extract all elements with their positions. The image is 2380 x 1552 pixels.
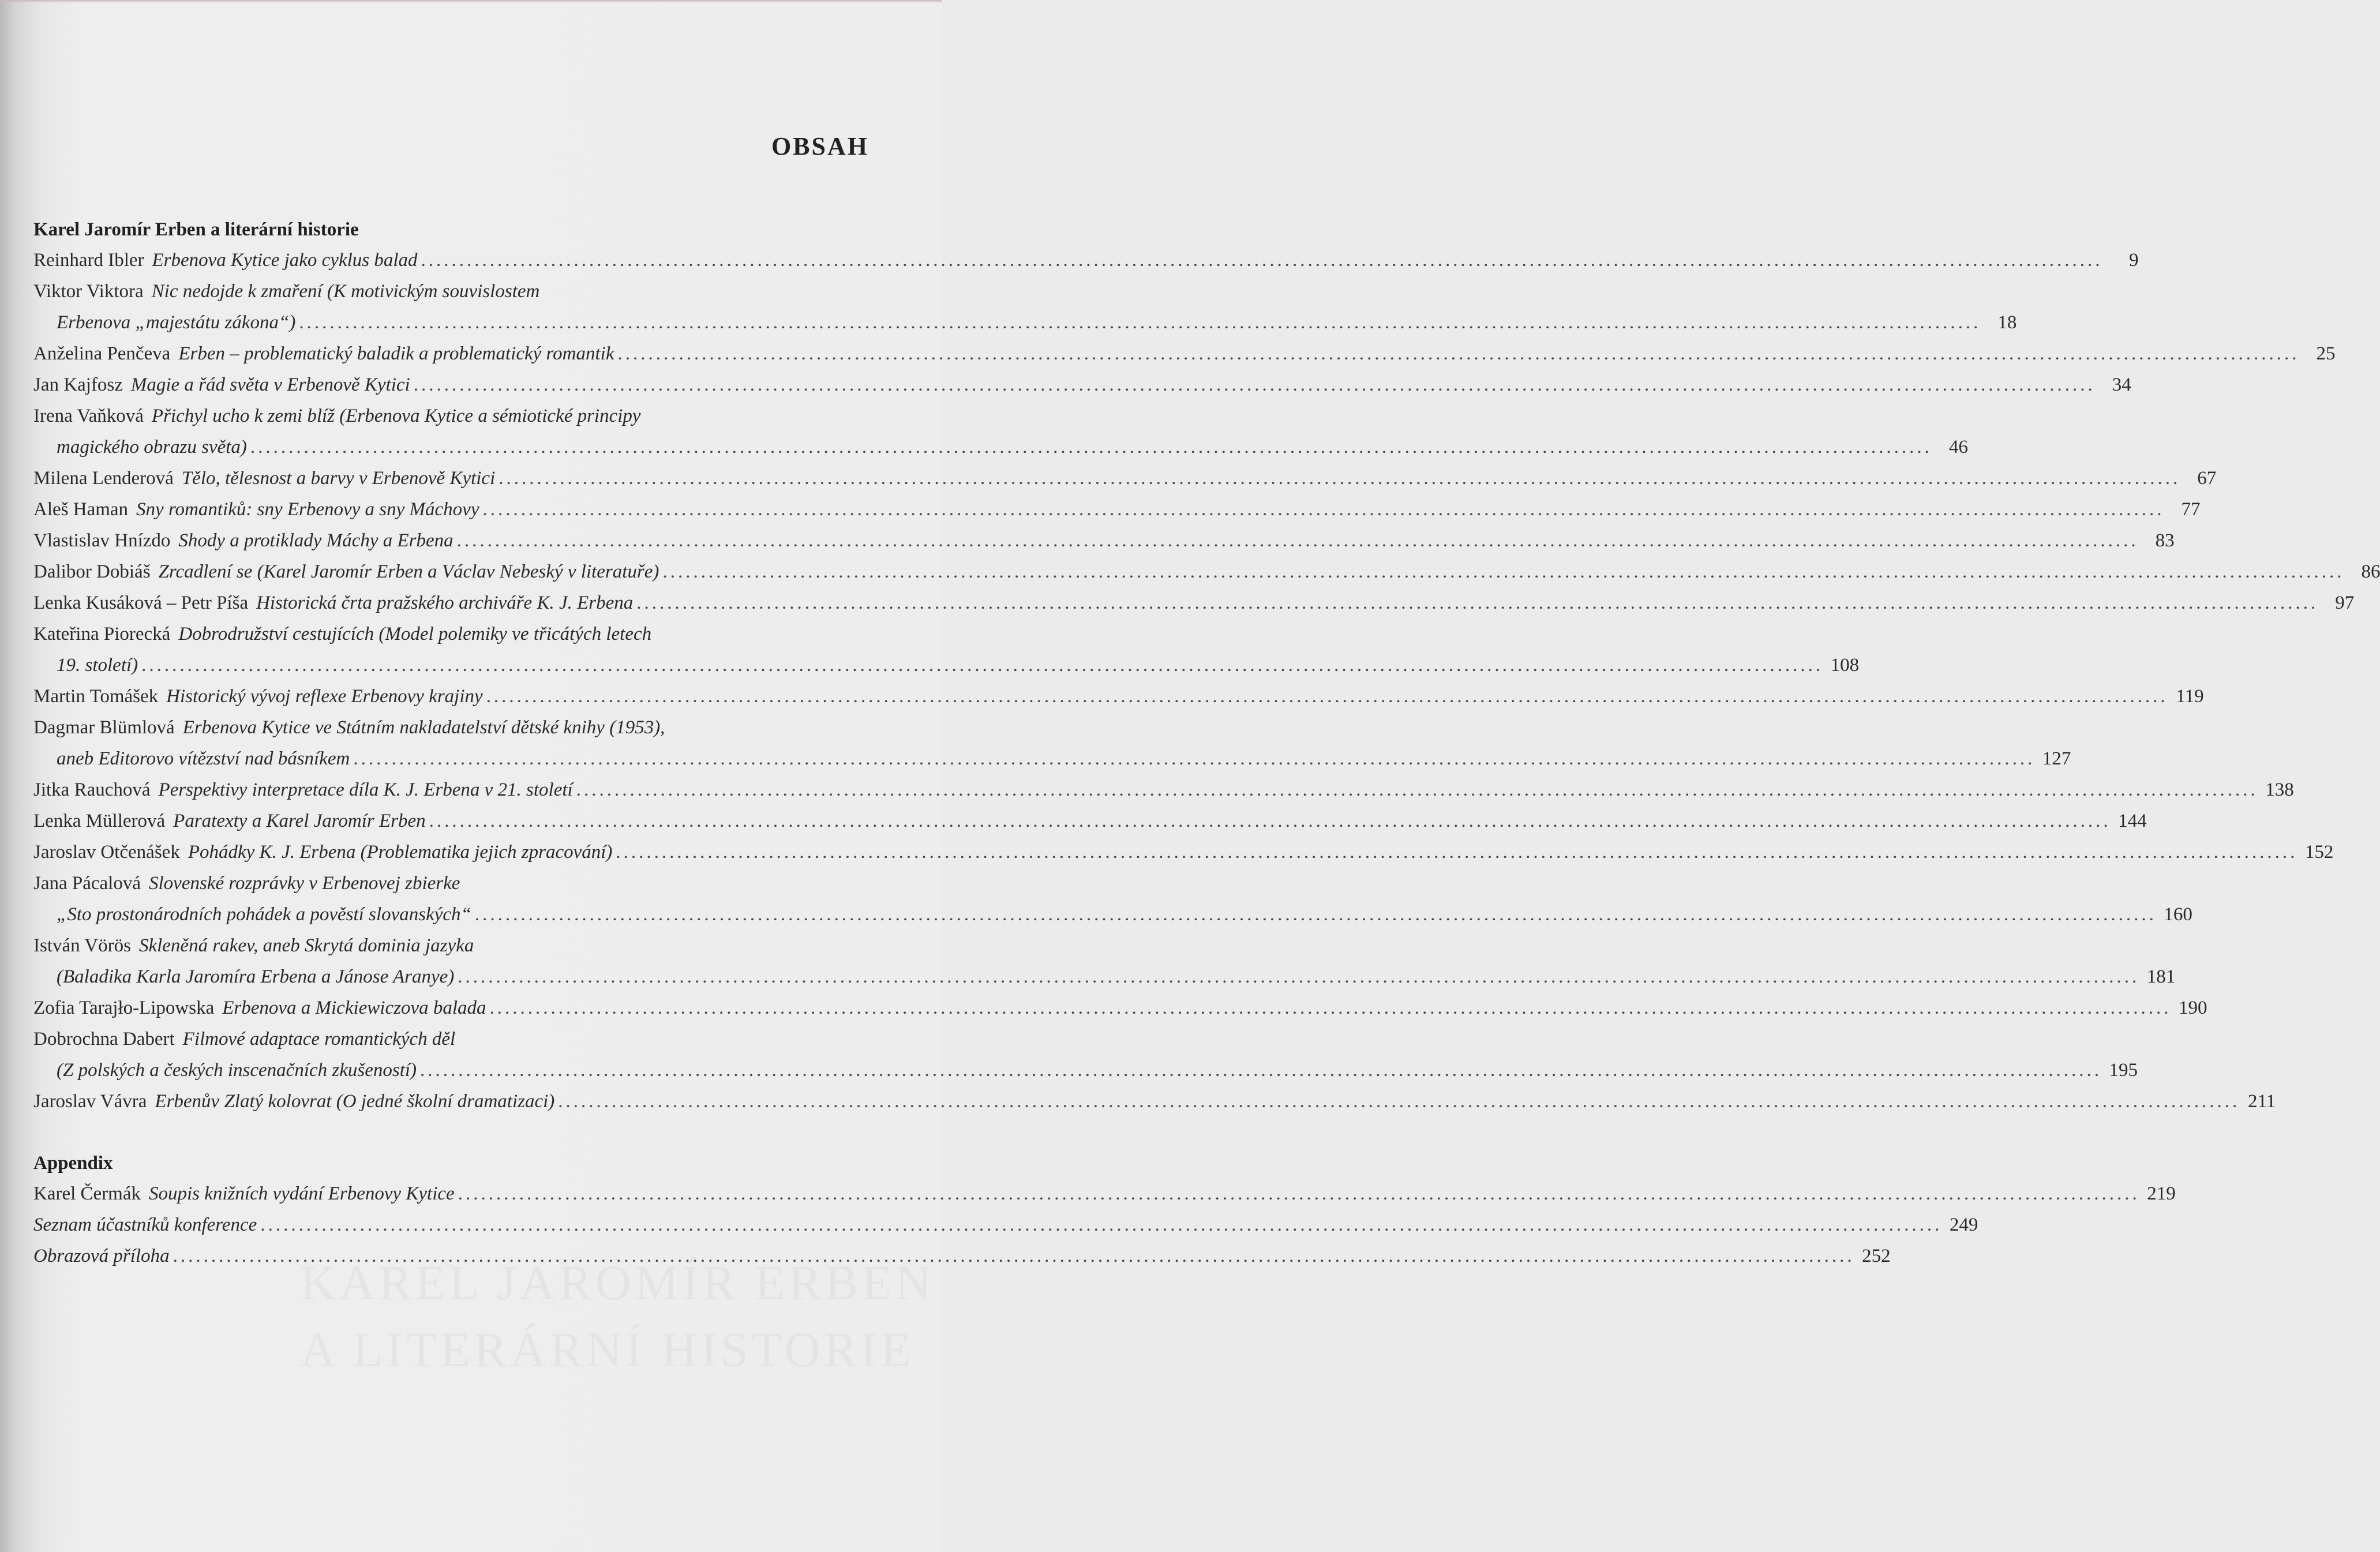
entry-title: Seznam účastníků konference	[33, 1214, 257, 1235]
entry-title: Erbenův Zlatý kolovrat (O jedné školní dramatizaci)	[155, 1091, 555, 1112]
entry-title: „Sto prostonárodních pohádek a pověstí slovanských“	[57, 904, 471, 925]
entry-page-number: 219	[2147, 1183, 2176, 1204]
entry-author: Reinhard Ibler	[33, 250, 144, 271]
toc-entry	[33, 369, 2131, 400]
entry-page-number: 138	[2265, 779, 2294, 800]
section-gap	[33, 1117, 869, 1148]
toc-entry	[33, 556, 2380, 587]
dot-leader: ............................................................................................................................................................................................................................	[499, 468, 2181, 489]
dot-leader: ............................................................................................................................................................................................................................	[141, 655, 1824, 676]
entry-title: Filmové adaptace romantických děl	[182, 1029, 456, 1049]
toc-line	[33, 245, 2139, 276]
dot-leader: ............................................................................................................................................................................................................................	[353, 748, 2036, 769]
entry-author: Dagmar Blümlová	[33, 717, 175, 738]
toc-line	[33, 525, 2175, 556]
toc-entry	[33, 1240, 1891, 1272]
entry-author: Vlastislav Hnízdo	[33, 530, 171, 551]
entry-author: Lenka Kusáková – Petr Píša	[33, 593, 249, 613]
entry-page-number: 77	[2181, 499, 2201, 520]
entry-author: Zofia Tarajło-Lipowska	[33, 998, 215, 1018]
entry-author: Irena Vaňková	[33, 406, 144, 426]
page-title: OBSAH	[771, 132, 869, 160]
entry-page-number: 181	[2146, 966, 2176, 987]
entry-title: Dobrodružství cestujících (Model polemiky ve třicátých letech	[178, 624, 652, 644]
toc-entry	[33, 712, 2071, 774]
entry-title: Historická črta pražského archiváře K. J. Erbena	[256, 593, 634, 613]
entry-title: Pohádky K. J. Erbena (Problematika jejich zpracování)	[188, 842, 613, 863]
show-through-line-1: KAREL JAROMÍR ERBEN	[300, 1255, 935, 1310]
toc-line	[33, 650, 1860, 681]
entry-page-number: 67	[2197, 468, 2217, 489]
entry-title: (Baladika Karla Jaromíra Erbena a Jánose Aranye)	[57, 966, 455, 987]
toc-line	[33, 681, 2204, 712]
entry-page-number: 97	[2335, 593, 2355, 613]
entry-title: Zrcadlení se (Karel Jaromír Erben a Václav Nebeský v literatuře)	[158, 561, 659, 582]
entry-page-number: 86	[2361, 561, 2380, 582]
entry-author: Milena Lenderová	[33, 468, 174, 489]
show-through-line-2: A LITERÁRNÍ HISTORIE	[300, 1322, 914, 1378]
entry-title: Erbenova „majestátu zákona“)	[57, 312, 296, 333]
dot-leader: ............................................................................................................................................................................................................................	[474, 904, 2157, 925]
entry-author: Viktor Viktora	[33, 281, 144, 302]
toc-line	[33, 432, 1968, 463]
toc-entry	[33, 245, 2139, 276]
dot-leader: ............................................................................................................................................................................................................................	[489, 998, 2172, 1018]
dot-leader: ............................................................................................................................................................................................................................	[458, 1183, 2140, 1204]
entry-page-number: 83	[2155, 530, 2175, 551]
entry-page-number: 119	[2176, 686, 2204, 707]
entry-title: Erben – problematický baladik a problematický romantik	[178, 343, 614, 364]
toc-line	[33, 930, 869, 961]
entry-title: Paratexty a Karel Jaromír Erben	[173, 811, 426, 831]
entry-page-number: 252	[1862, 1246, 1891, 1266]
entry-author: Anželina Penčeva	[33, 343, 171, 364]
entry-title: Perspektivy interpretace díla K. J. Erbena v 21. století	[158, 779, 573, 800]
entry-author: Dobrochna Dabert	[33, 1029, 175, 1049]
entry-page-number: 34	[2112, 374, 2131, 395]
entry-title: Tělo, tělesnost a barvy v Erbenově Kytici	[181, 468, 496, 489]
toc-line	[33, 1055, 2138, 1086]
entry-page-number: 25	[2316, 343, 2336, 364]
entry-title: Soupis knižních vydání Erbenovy Kytice	[149, 1183, 455, 1204]
toc-entry	[33, 1086, 2276, 1117]
dot-leader: ............................................................................................................................................................................................................................	[558, 1091, 2240, 1112]
entry-title: Skleněná rakev, aneb Skrytá dominia jazyka	[138, 935, 474, 956]
entry-title: Obrazová příloha	[33, 1246, 170, 1266]
dot-leader: ............................................................................................................................................................................................................................	[250, 437, 1932, 458]
dot-leader: ............................................................................................................................................................................................................................	[420, 1060, 2102, 1081]
toc-line	[33, 992, 2207, 1024]
entry-page-number: 249	[1949, 1214, 1978, 1235]
entry-title: Sny romantiků: sny Erbenovy a sny Máchovy	[136, 499, 479, 520]
entry-page-number: 190	[2179, 998, 2207, 1018]
toc-line	[33, 743, 2071, 774]
table-of-contents	[33, 215, 2380, 1272]
toc-line	[33, 712, 869, 743]
toc-line	[33, 463, 2217, 494]
entry-page-number: 160	[2164, 904, 2192, 925]
toc-entry	[33, 992, 2207, 1024]
toc-line	[33, 494, 2201, 525]
entry-page-number: 127	[2042, 748, 2071, 769]
dot-leader: ............................................................................................................................................................................................................................	[482, 499, 2165, 520]
toc-entry	[33, 930, 2176, 992]
entry-author: Jaroslav Otčenášek	[33, 842, 180, 863]
dot-leader: ............................................................................................................................................................................................................................	[173, 1246, 1855, 1266]
entry-title: Historický vývoj reflexe Erbenovy krajiny	[166, 686, 483, 707]
toc-entry	[33, 805, 2147, 837]
entry-title: Slovenské rozprávky v Erbenovej zbierke	[149, 873, 460, 894]
toc-entry	[33, 400, 1968, 463]
toc-line	[33, 774, 2294, 805]
entry-author: Jan Kajfosz	[33, 374, 123, 395]
toc-entry	[33, 494, 2201, 525]
entry-author: Jana Pácalová	[33, 873, 141, 894]
entry-title: aneb Editorovo vítězství nad básníkem	[57, 748, 350, 769]
toc-line	[33, 1086, 2276, 1117]
entry-page-number: 195	[2109, 1060, 2138, 1081]
toc-entry	[33, 587, 2355, 618]
toc-entry	[33, 774, 2294, 805]
entry-author: István Vörös	[33, 935, 131, 956]
entry-author: Martin Tomášek	[33, 686, 159, 707]
entry-author: Jitka Rauchová	[33, 779, 151, 800]
toc-line	[33, 961, 2176, 992]
dot-leader: ............................................................................................................................................................................................................................	[486, 686, 2168, 707]
section-heading: Appendix	[33, 1153, 113, 1174]
dot-leader: ............................................................................................................................................................................................................................	[617, 343, 2300, 364]
dot-leader: ............................................................................................................................................................................................................................	[616, 842, 2298, 863]
entry-page-number: 152	[2304, 842, 2334, 863]
dot-leader: ............................................................................................................................................................................................................................	[260, 1214, 1943, 1235]
dot-leader: ............................................................................................................................................................................................................................	[636, 593, 2319, 613]
entry-page-number: 18	[1997, 312, 2017, 333]
toc-entry	[33, 463, 2217, 494]
dot-leader: ............................................................................................................................................................................................................................	[576, 779, 2258, 800]
entry-title: Nic nedojde k zmaření (K motivickým souvislostem	[151, 281, 540, 302]
toc-line	[33, 618, 869, 650]
toc-line	[33, 1240, 1891, 1272]
entry-page-number: 211	[2248, 1091, 2276, 1112]
toc-entry	[33, 1178, 2176, 1209]
toc-entry	[33, 618, 1860, 681]
entry-page-number: 9	[2129, 250, 2139, 271]
toc-line	[33, 369, 2131, 400]
entry-title: Přichyl ucho k zemi blíž (Erbenova Kytice a sémiotické principy	[151, 406, 641, 426]
entry-title: 19. století)	[57, 655, 138, 676]
toc-line	[33, 556, 2380, 587]
entry-author: Lenka Müllerová	[33, 811, 166, 831]
dot-leader: ............................................................................................................................................................................................................................	[299, 312, 1981, 333]
dot-leader: ............................................................................................................................................................................................................................	[413, 374, 2096, 395]
toc-line	[33, 805, 2147, 837]
toc-entry	[33, 1024, 2138, 1086]
toc-line	[33, 338, 2336, 369]
page-top-edge	[0, 0, 942, 3]
toc-line	[33, 837, 2334, 868]
entry-title: Magie a řád světa v Erbenově Kytici	[130, 374, 410, 395]
toc-line	[33, 1178, 2176, 1209]
toc-entry	[33, 525, 2175, 556]
toc-entry	[33, 868, 2192, 930]
toc-line	[33, 587, 2355, 618]
toc-line	[33, 1209, 1978, 1240]
entry-author: Kateřina Piorecká	[33, 624, 171, 644]
toc-line	[33, 899, 2192, 930]
entry-page-number: 46	[1948, 437, 1968, 458]
dot-leader: ............................................................................................................................................................................................................................	[662, 561, 2345, 582]
toc-entry	[33, 338, 2336, 369]
entry-author: Jaroslav Vávra	[33, 1091, 147, 1112]
entry-title: magického obrazu světa)	[57, 437, 247, 458]
dot-leader: ............................................................................................................................................................................................................................	[421, 250, 2103, 271]
toc-line	[33, 1024, 869, 1055]
dot-leader: ............................................................................................................................................................................................................................	[456, 530, 2139, 551]
entry-author: Aleš Haman	[33, 499, 129, 520]
toc-line	[33, 400, 869, 432]
toc-entry	[33, 681, 2204, 712]
entry-page-number: 108	[1830, 655, 1860, 676]
entry-title: Shody a protiklady Máchy a Erbena	[178, 530, 453, 551]
toc-entry	[33, 276, 2017, 338]
dot-leader: ............................................................................................................................................................................................................................	[458, 966, 2140, 987]
section-heading: Karel Jaromír Erben a literární historie	[33, 219, 359, 240]
dot-leader: ............................................................................................................................................................................................................................	[429, 811, 2111, 831]
entry-author: Karel Čermák	[33, 1183, 141, 1204]
toc-entry	[33, 837, 2334, 868]
entry-title: (Z polských a českých inscenačních zkušeností)	[57, 1060, 417, 1081]
entry-title: Erbenova a Mickiewiczova balada	[222, 998, 486, 1018]
entry-title: Erbenova Kytice ve Státním nakladatelství dětské knihy (1953),	[182, 717, 665, 738]
toc-line	[33, 868, 869, 899]
entry-title: Erbenova Kytice jako cyklus balad	[152, 250, 418, 271]
toc-entry	[33, 1209, 1978, 1240]
entry-page-number: 144	[2118, 811, 2147, 831]
entry-author: Dalibor Dobiáš	[33, 561, 151, 582]
toc-line	[33, 307, 2017, 338]
toc-line	[33, 276, 869, 307]
